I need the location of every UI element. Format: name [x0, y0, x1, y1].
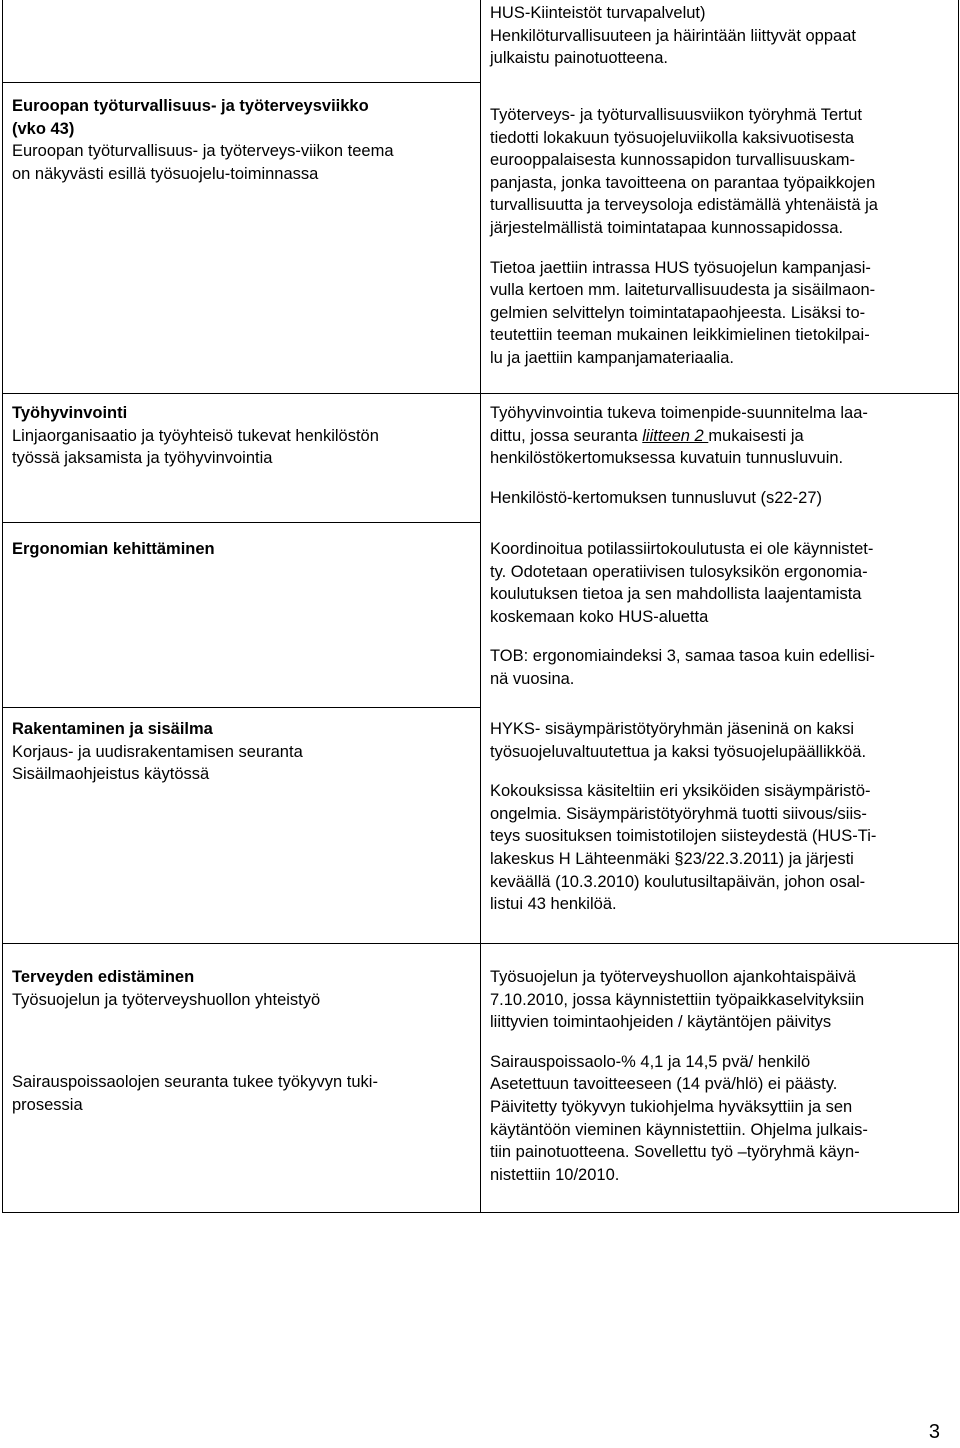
row4-left-cell — [12, 718, 303, 786]
text-line: Koordinoitua potilassiirtokoulutusta ei ole käynnistet- — [490, 540, 874, 558]
text-line: gelmien selvittelyn toimintatapaohjeesta. Lisäksi to- — [490, 303, 866, 322]
text-line: Sairauspoissaolojen seuranta tukee työkyvyn tuki- — [12, 1073, 378, 1092]
text-line: nä vuosina. — [490, 669, 575, 688]
text-line: on näkyvästi esillä työsuojelu-toiminnassa — [12, 164, 319, 183]
row1-left-cell — [12, 95, 394, 185]
text-line: vulla kertoen mm. laiteturvallisuudesta ja sisäilmaon- — [490, 281, 876, 300]
row5-left-cell — [12, 966, 378, 1116]
text-line: käytäntöön vieminen käynnistettiin. Ohjelma julkais- — [490, 1120, 868, 1139]
row-divider-5 — [2, 943, 959, 944]
row0-right-cell — [490, 2, 856, 70]
table-border-left — [2, 0, 3, 1213]
text-line: eurooppalaisesta kunnossapidon turvallisuuskam- — [490, 151, 856, 170]
section-title: Ergonomian kehittäminen — [12, 540, 215, 558]
text-line: koskemaan koko HUS-aluetta — [490, 607, 709, 626]
text-line: järjestelmällistä toimintatapaa kunnossapidossa. — [490, 218, 844, 237]
text-line: listui 43 henkilöä. — [490, 895, 617, 914]
section-title: Euroopan työturvallisuus- ja työterveysviikko — [12, 97, 369, 115]
text-line: prosessia — [12, 1095, 83, 1114]
text-line: 7.10.2010, jossa käynnistettiin työpaikkaselvityksiin — [490, 990, 865, 1009]
text-line: keväällä (10.3.2010) koulutusiltapäivän, johon osal- — [490, 872, 866, 891]
appendix-link[interactable]: liitteen 2 — [642, 426, 709, 445]
row2-right-cell — [490, 402, 868, 509]
text-line: työsuojeluvaltuutettua ja kaksi työsuojelupäällikköä. — [490, 742, 867, 761]
section-title: Terveyden edistäminen — [12, 968, 195, 986]
text-line: HUS-Kiinteistöt turvapalvelut) — [490, 4, 706, 22]
row3-right-cell — [490, 538, 875, 691]
text-line: koulutuksen tietoa ja sen mahdollista laajentamista — [490, 585, 862, 604]
text-line: julkaistu painotuotteena. — [490, 49, 668, 68]
text-line: liittyvien toimintaohjeiden / käytäntöjen päivitys — [490, 1013, 832, 1032]
text-line: työssä jaksamista ja työhyvinvointia — [12, 449, 273, 468]
text-line: HYKS- sisäympäristötyöryhmän jäseninä on kaksi — [490, 720, 855, 738]
text-line: turvallisuutta ja terveysoloja edistämällä yhtenäistä ja — [490, 196, 878, 215]
text-span: mukaisesti ja — [708, 426, 804, 445]
row2-left-cell — [12, 402, 379, 470]
table-border-right — [958, 0, 959, 1213]
text-line: Asetettuun tavoitteeseen (14 pvä/hlö) ei päästy. — [490, 1075, 838, 1094]
text-line: Henkilöstö-kertomuksen tunnusluvut (s22-27) — [490, 488, 822, 507]
row3-left-cell — [12, 538, 215, 561]
text-line: tiedotti lokakuun työsuojeluviikolla kaksivuotisesta — [490, 128, 855, 147]
text-line: Sairauspoissaolo-% 4,1 ja 14,5 pvä/ henkilö — [490, 1052, 811, 1071]
text-line: Kokouksissa käsiteltiin eri yksiköiden sisäympäristö- — [490, 782, 871, 801]
text-line: Tietoa jaettiin intrassa HUS työsuojelun kampanjasi- — [490, 258, 871, 277]
text-line: ty. Odotetaan operatiivisen tulosyksikön ergonomia- — [490, 562, 868, 581]
text-line: Työhyvinvointia tukeva toimenpide-suunnitelma laa- — [490, 404, 868, 422]
text-line: Henkilöturvallisuuteen ja häirintään liittyvät oppaat — [490, 26, 856, 45]
section-title: (vko 43) — [12, 119, 75, 138]
row-divider-2 — [2, 393, 959, 394]
row4-right-cell — [490, 718, 876, 916]
text-line: teys suosituksen toimistotilojen siisteydestä (HUS-Ti- — [490, 827, 877, 846]
text-line: nistettiin 10/2010. — [490, 1165, 620, 1184]
section-title: Rakentaminen ja sisäilma — [12, 720, 213, 738]
row-divider-3 — [2, 522, 481, 523]
page-number: 3 — [928, 1421, 940, 1444]
row5-right-cell — [490, 966, 868, 1186]
row-divider-1 — [2, 82, 481, 83]
row-divider-4 — [2, 707, 481, 708]
text-line: lakeskus H Lähteenmäki §23/22.3.2011) ja järjesti — [490, 849, 854, 868]
text-line: Sisäilmaohjeistus käytössä — [12, 765, 210, 784]
text-line: tiin painotuotteena. Sovellettu työ –työryhmä käyn- — [490, 1143, 860, 1162]
text-line — [490, 425, 868, 448]
row1-right-cell — [490, 104, 878, 370]
text-line: Työsuojelun ja työterveyshuollon yhteistyö — [12, 990, 321, 1009]
text-line: henkilöstökertomuksessa kuvatuin tunnusluvuin. — [490, 449, 844, 468]
text-line: Euroopan työturvallisuus- ja työterveys-viikon teema — [12, 142, 394, 161]
table-column-divider — [480, 0, 481, 1213]
text-line: lu ja jaettiin kampanjamateriaalia. — [490, 348, 734, 367]
text-line: ongelmia. Sisäympäristötyöryhmä tuotti siivous/siis- — [490, 804, 867, 823]
text-line: TOB: ergonomiaindeksi 3, samaa tasoa kuin edellisi- — [490, 647, 875, 666]
text-line: Päivitetty työkyvyn tukiohjelma hyväksyttiin ja sen — [490, 1097, 853, 1116]
text-line: Työsuojelun ja työterveyshuollon ajankohtaispäivä — [490, 968, 856, 986]
section-title: Työhyvinvointi — [12, 404, 128, 422]
text-line: teutettiin teeman mukainen leikkimielinen tietokilpai- — [490, 326, 870, 345]
text-line: Työterveys- ja työturvallisuusviikon työryhmä Tertut — [490, 106, 862, 124]
text-line: Korjaus- ja uudisrakentamisen seuranta — [12, 742, 303, 761]
table-border-bottom — [2, 1212, 959, 1213]
text-span: dittu, jossa seuranta — [490, 426, 643, 445]
text-line: panjasta, jonka tavoitteena on parantaa työpaikkojen — [490, 173, 876, 192]
text-line: Linjaorganisaatio ja työyhteisö tukevat henkilöstön — [12, 426, 379, 445]
